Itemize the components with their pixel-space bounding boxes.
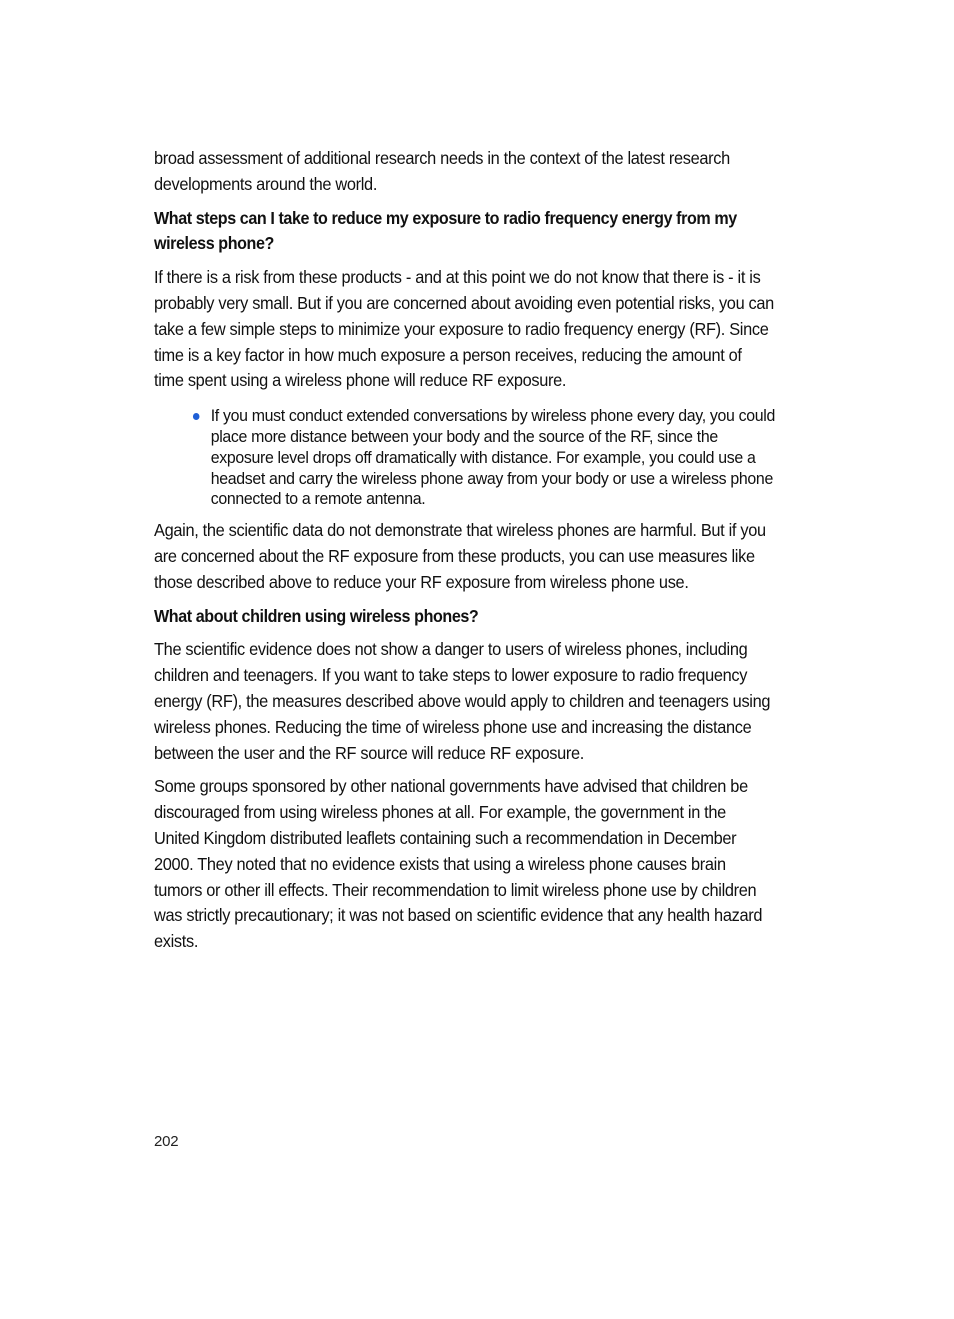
heading-reduce-exposure: What steps can I take to reduce my exposure to radio frequency energy from my wireless phone? [154,207,737,254]
paragraph-evidence: The scientific evidence does not show a danger to users of wireless phones, including children and teenagers. If you want to take steps to lower exposure to radio frequency energy (RF), the measures described above would apply to children and teenagers using wireless phones. Reducing the time of wireless phone use and increasing the distance between the user and the RF source will reduce RF exposure. [154,639,771,763]
paragraph-risk: If there is a risk from these products - and at this point we do not know that there is - it is probably very small. But if you are concerned about avoiding even potential risks, you can take a few simple steps to minimize your exposure to radio frequency energy (RF). Since time is a key factor in how much exposure a person receives, reducing the amount of time spent using a wireless phone will reduce RF exposure. [154,267,774,391]
bullet-text: If you must conduct extended conversations by wireless phone every day, you could place more distance between your body and the source of the RF, since the exposure level drops off dramatically with distance. For example, you could use a headset and carry the wireless phone away from your body or use a wireless phone connected to a remote antenna. [210,406,776,509]
document-body [154,146,774,963]
heading-children: What about children using wireless phones? [154,605,479,626]
list-item [192,406,776,510]
bullet-list [154,406,774,510]
paragraph-again: Again, the scientific data do not demonstrate that wireless phones are harmful. But if you are concerned about the RF exposure from these products, you can use measures like those described above to reduce your RF exposure from wireless phone use. [154,520,766,592]
paragraph-intro: broad assessment of additional research needs in the context of the latest research developments around the world. [154,148,730,194]
paragraph-groups: Some groups sponsored by other national governments have advised that children be discouraged from using wireless phones at all. For example, the government in the United Kingdom distributed leaflets containing such a recommendation in December 2000. They noted that no evidence exists that using a wireless phone causes brain tumors or other ill effects. Their recommendation to limit wireless phone use by children was strictly precautionary; it was not based on scientific evidence that any health hazard exists. [154,776,763,952]
bullet-icon [193,413,200,420]
page-number: 202 [154,1133,179,1150]
